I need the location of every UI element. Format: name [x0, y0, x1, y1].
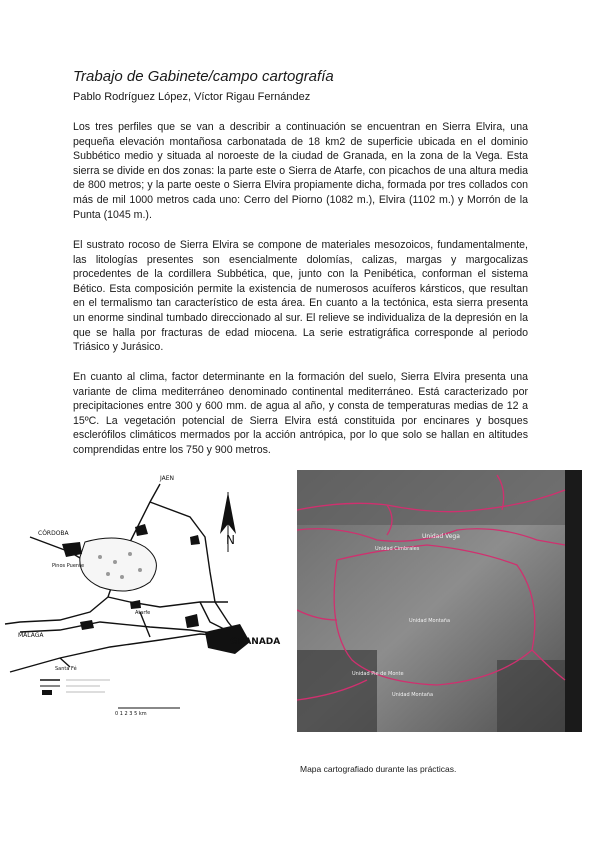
map-label-atarfe: Atarfe — [135, 610, 151, 616]
map-legend — [40, 680, 110, 695]
map-scale: 0 1 2 3 5 km — [115, 711, 147, 717]
map-label-malaga: MÁLAGA — [18, 632, 44, 639]
photo-label-unidad-cimbrales: Unidad Cimbrales — [375, 546, 420, 552]
page-title: Trabajo de Gabinete/campo cartografía — [73, 68, 334, 85]
authors: Pablo Rodríguez López, Víctor Rigau Fernández — [73, 91, 311, 103]
photo-label-unidad-vega: Unidad Vega — [422, 533, 460, 540]
aerial-photo — [297, 470, 582, 732]
map-label-cordoba: CÓRDOBA — [38, 530, 69, 537]
map-label-jaen: JAEN — [160, 475, 175, 482]
map-label-santa-fe: Santa Fé — [55, 666, 77, 672]
paragraph-geology: El sustrato rocoso de Sierra Elvira se compone de materiales mesozoicos, fundamentalmente, las litologías presentes son esencialmente dolomías, calizas, margas y margocalizas procedentes de la cordillera Subbética, que, junto con la Penibética, conforman el sistema Bético. Esta composición permite la existencia de numerosos acuíferos kársticos, que resultan en el termalismo tan característico de esta área. En cuanto a la tectónica, esta sierra presenta un enorme sindinal tumbado direccionado al sur. El relieve se individualiza de la depresión en la que se halla por fracturas de edad miocena. La serie estratigráfica corresponde al periodo Triásico y Jurásico. — [73, 239, 528, 354]
location-map — [0, 462, 288, 732]
north-label: N — [226, 533, 235, 547]
map-label-pinos-puente: Pinos Puente — [52, 563, 85, 569]
photo-label-unidad-montana-2: Unidad Montaña — [392, 692, 434, 698]
map-label-granada: GRANADA — [230, 637, 281, 647]
figure-caption: Mapa cartografiado durante las prácticas. — [300, 764, 457, 774]
paragraph-climate: En cuanto al clima, factor determinante en la formación del suelo, Sierra Elvira presenta una variante de clima mediterráneo denominado continental mediterráneo. Está caracterizado por precipitaciones entre 300 y 600 mm. de agua al año, y consta de temperaturas medias de 12 a 15ºC. La vegetación potencial de Sierra Elvira está constituida por encinares y bosques esclerófilos climáticos mermados por la acción antrópica, por lo que solo se hallan en altitudes comprendidas entre los 750 y 900 metros. — [73, 371, 528, 456]
photo-label-unidad-montana-1: Unidad Montaña — [409, 618, 451, 624]
photo-label-unidad-pie-monte: Unidad Pie de Monte — [352, 671, 404, 677]
paragraph-location: Los tres perfiles que se van a describir a continuación se encuentran en Sierra Elvira, una pequeña elevación montañosa carbonatada de 18 km2 de superficie ubicada en el dominio Subbético medio y situada al noroeste de la ciudad de Granada, en la zona de la Vega. Esta sierra se divide en dos zonas: la parte este o Sierra de Atarfe, con picachos de una altura media de 800 metros; y la parte oeste o Sierra Elvira propiamente dicha, formada por tres collados con más de mil 1000 metros cada uno: Cerro del Piorno (1082 m.), Elvira (1102 m.) y Morrón de la Punta (1045 m.). — [73, 121, 528, 221]
